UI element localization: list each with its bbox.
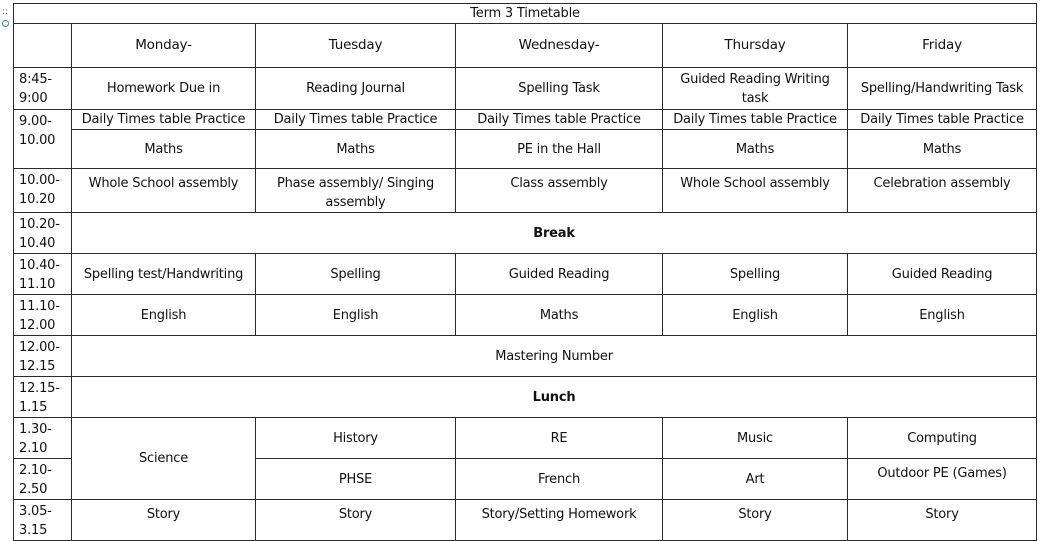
day-header: Tuesday (256, 24, 456, 68)
lunch-row: Lunch (72, 377, 1037, 418)
time-slot: 10.40- 11.10 (14, 254, 72, 295)
time-slot: 12.00- 12.15 (14, 336, 72, 377)
lesson-cell: Maths (72, 130, 256, 169)
lesson-cell: Spelling Task (456, 68, 663, 110)
time-slot: 10.00- 10.20 (14, 169, 72, 213)
time-slot: 12.15- 1.15 (14, 377, 72, 418)
lesson-cell: Music (663, 418, 848, 459)
lesson-cell: Daily Times table Practice (256, 110, 456, 130)
lesson-cell: Outdoor PE (Games) (848, 459, 1037, 500)
lesson-cell: Spelling (663, 254, 848, 295)
lesson-cell: History (256, 418, 456, 459)
lesson-cell: PE in the Hall (456, 130, 663, 169)
lesson-cell: Reading Journal (256, 68, 456, 110)
lesson-cell: Computing (848, 418, 1037, 459)
lesson-cell: Story (256, 500, 456, 541)
lesson-cell: Guided Reading (456, 254, 663, 295)
lesson-cell: Homework Due in (72, 68, 256, 110)
lesson-cell: English (848, 295, 1037, 336)
science-cell: Science (72, 418, 256, 500)
time-slot: 11.10- 12.00 (14, 295, 72, 336)
lesson-cell: Art (663, 459, 848, 500)
day-header: Friday (848, 24, 1037, 68)
day-header: Monday- (72, 24, 256, 68)
lesson-cell: French (456, 459, 663, 500)
time-slot: 2.10- 2.50 (14, 459, 72, 500)
lesson-cell: Story/Setting Homework (456, 500, 663, 541)
lesson-cell: Whole School assembly (72, 169, 256, 213)
lesson-cell: Maths (663, 130, 848, 169)
lesson-cell: Spelling/Handwriting Task (848, 68, 1037, 110)
lesson-cell: Daily Times table Practice (848, 110, 1037, 130)
corner-cell (14, 24, 72, 68)
timetable-title: Term 3 Timetable (14, 4, 1037, 24)
time-slot: 10.20- 10.40 (14, 213, 72, 254)
day-header: Thursday (663, 24, 848, 68)
lesson-cell: Spelling test/Handwriting (72, 254, 256, 295)
time-slot: 8:45- 9:00 (14, 68, 72, 110)
time-slot: 3.05- 3.15 (14, 500, 72, 541)
lesson-cell: Whole School assembly (663, 169, 848, 213)
lesson-cell: Guided Reading (848, 254, 1037, 295)
table-resize-handle-icon[interactable] (2, 20, 9, 27)
lesson-cell: PHSE (256, 459, 456, 500)
lesson-cell: Daily Times table Practice (663, 110, 848, 130)
lesson-cell: Story (72, 500, 256, 541)
lesson-cell: English (663, 295, 848, 336)
timetable (13, 3, 1037, 541)
lesson-cell: Story (848, 500, 1037, 541)
lesson-cell: Maths (848, 130, 1037, 169)
mastering-number-row: Mastering Number (72, 336, 1037, 377)
time-slot: 1.30- 2.10 (14, 418, 72, 459)
lesson-cell: RE (456, 418, 663, 459)
lesson-cell: Celebration assembly (848, 169, 1037, 213)
lesson-cell: Daily Times table Practice (72, 110, 256, 130)
lesson-cell: Daily Times table Practice (456, 110, 663, 130)
lesson-cell: Story (663, 500, 848, 541)
lesson-cell: Maths (456, 295, 663, 336)
break-row: Break (72, 213, 1037, 254)
lesson-cell: Guided Reading Writing task (663, 68, 848, 110)
lesson-cell: Maths (256, 130, 456, 169)
day-header: Wednesday- (456, 24, 663, 68)
time-slot: 9.00- 10.00 (14, 110, 72, 169)
lesson-cell: Class assembly (456, 169, 663, 213)
lesson-cell: English (72, 295, 256, 336)
lesson-cell: Phase assembly/ Singing assembly (256, 169, 456, 213)
lesson-cell: English (256, 295, 456, 336)
table-move-handle-icon[interactable]: :: (2, 8, 12, 27)
lesson-cell: Spelling (256, 254, 456, 295)
